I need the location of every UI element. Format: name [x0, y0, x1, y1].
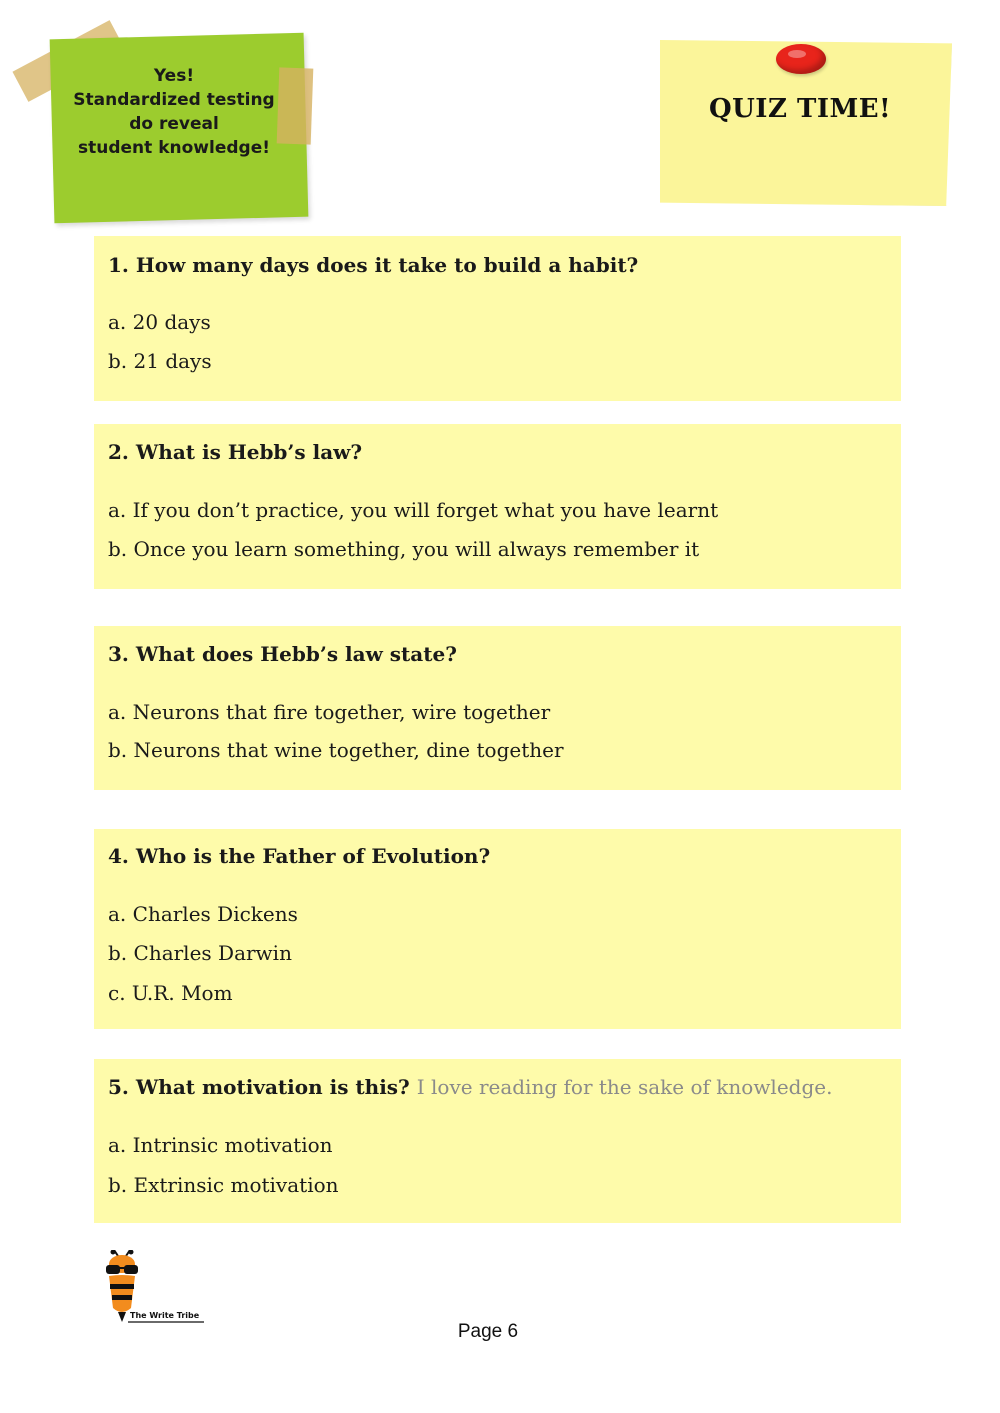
answer-option[interactable]: a. Charles Dickens: [108, 902, 298, 926]
question-title: 3. What does Hebb’s law state?: [108, 642, 457, 666]
question-box-2: [94, 424, 901, 589]
green-note-line: Yes!: [153, 66, 195, 86]
green-note-line: Standardized testing: [73, 90, 275, 110]
write-tribe-bee-logo: [98, 1250, 206, 1326]
green-note-line: do reveal: [129, 114, 219, 134]
pushpin-icon: [776, 44, 826, 74]
answer-option[interactable]: b. 21 days: [108, 349, 212, 373]
question-title: 1. How many days does it take to build a habit?: [108, 253, 639, 277]
answer-option[interactable]: b. Once you learn something, you will always remember it: [108, 537, 700, 561]
answer-option[interactable]: b. Neurons that wine together, dine together: [108, 738, 564, 762]
logo-text: The Write Tribe: [130, 1311, 200, 1320]
question-box-3: [94, 626, 901, 790]
answer-option[interactable]: a. If you don’t practice, you will forget what you have learnt: [108, 498, 719, 522]
quiz-title: QUIZ TIME!: [708, 94, 892, 124]
answer-option[interactable]: a. 20 days: [108, 310, 211, 334]
question-title: 2. What is Hebb’s law?: [108, 440, 363, 464]
question-aside: I love reading for the sake of knowledge.: [416, 1075, 833, 1099]
question-title-text: 5. What motivation is this?: [108, 1075, 410, 1099]
answer-option[interactable]: b. Extrinsic motivation: [108, 1173, 339, 1197]
answer-option[interactable]: a. Neurons that fire together, wire together: [108, 700, 551, 724]
answer-option[interactable]: a. Intrinsic motivation: [108, 1133, 333, 1157]
question-box-5: [94, 1059, 901, 1223]
question-title: 4. Who is the Father of Evolution?: [108, 844, 491, 868]
green-note-line: student knowledge!: [78, 138, 270, 158]
green-note-text: [62, 64, 286, 160]
question-box-4: [94, 829, 901, 1029]
question-title: [108, 1075, 832, 1099]
page-number: Page 6: [457, 1321, 519, 1342]
answer-option[interactable]: b. Charles Darwin: [108, 941, 292, 965]
answer-option[interactable]: c. U.R. Mom: [108, 981, 233, 1005]
question-box-1: [94, 236, 901, 401]
